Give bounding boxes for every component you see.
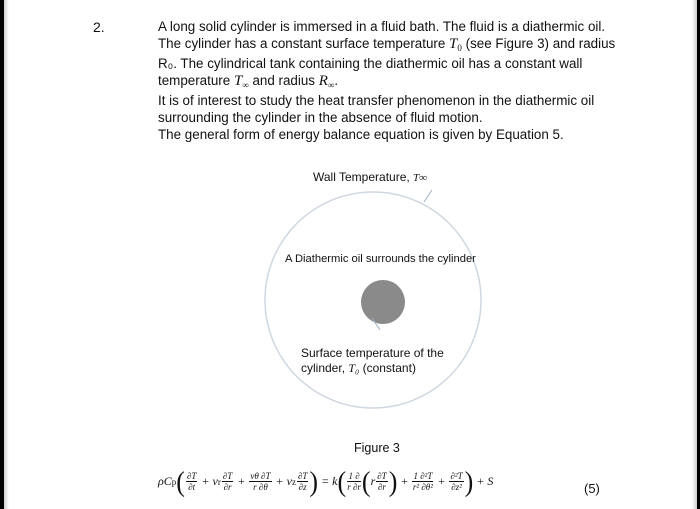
frac-theta-term: $\frac{\text{1 ∂²T}}{\text{r² ∂θ²}}$ xyxy=(412,471,433,492)
frac-dt-dr-inner: $\frac{\partial T}{\partial r}$ xyxy=(377,471,387,492)
paragraph-3: It is of interest to study the heat transfer phenomenon in the diathermic oil surrounding the cylinder in the absence of fluid motion. xyxy=(158,93,595,125)
frac-dt-dz: $\frac{\partial T}{\partial z}$ xyxy=(297,471,308,492)
paragraph-2-part-c: and radius xyxy=(252,72,315,88)
question-number: 2. xyxy=(93,19,105,35)
paragraph-2-part-b: (see Figure 3) and radius R₀. The cylindrical tank containing the diathermic oil has a constant wall temperature xyxy=(158,35,616,88)
energy-balance-equation: ρC p ( $\frac{\partial T}{\partial t}$ + v r $\frac{\partial T}{\partial r}$ + $\frac{v\theta \partial T}{r \partial\theta}$ + v z $\frac{\partial T}{\partial z}$ ) = k ( $\frac{1 \partial}{r \partial r}$ ( r $\frac{\partial T}{\partial r}$ ) + $\frac{\text{1 ∂²T}}{\text{r² ∂θ²}}$ + $\frac{\text{∂²T}}{\text{∂z²}}$ ) + S xyxy=(158,465,494,497)
equation-number: (5) xyxy=(584,481,600,496)
frac-dt-dt: $\frac{\partial T}{\partial t}$ xyxy=(186,471,197,492)
paragraph-2-part-a: The cylinder has a constant surface temperature xyxy=(158,35,446,51)
symbol-rinf: $R_\infty$ xyxy=(318,72,335,90)
frac-1r-ddr: $\frac{1 \partial}{r \partial r}$ xyxy=(347,471,361,492)
frac-dt-dr: $\frac{\partial T}{\partial r}$ xyxy=(222,471,233,492)
frac-z-term: $\frac{\text{∂²T}}{\text{∂z²}}$ xyxy=(450,471,463,492)
oil-label: A Diathermic oil surrounds the cylinder xyxy=(285,253,476,265)
paragraph-2: The cylinder has a constant surface temperature $T_0$ (see Figure 3) and radius R₀. The cylindrical tank containing the diathermic oil has a constant wall temperature $T_\infty$ and radius $R_\infty$. xyxy=(158,35,616,90)
frac-vtheta: $\frac{v\theta \partial T}{r \partial\theta}$ xyxy=(250,471,271,492)
symbol-t0: $T_0$ xyxy=(449,35,462,53)
cylinder-circle xyxy=(361,280,405,324)
wall-temperature-label: Wall Temperature, T∞ xyxy=(313,170,428,184)
figure-caption: Figure 3 xyxy=(354,441,400,455)
paragraph-4: The general form of energy balance equation is given by Equation 5. xyxy=(158,126,564,142)
symbol-tinf: $T_\infty$ xyxy=(233,72,249,90)
wall-pointer-line xyxy=(424,190,432,202)
surface-temperature-label: Surface temperature of the cylinder, T₀ (constant) xyxy=(301,346,444,375)
paragraph-1: A long solid cylinder is immersed in a fluid bath. The fluid is a diathermic oil. xyxy=(158,19,606,34)
